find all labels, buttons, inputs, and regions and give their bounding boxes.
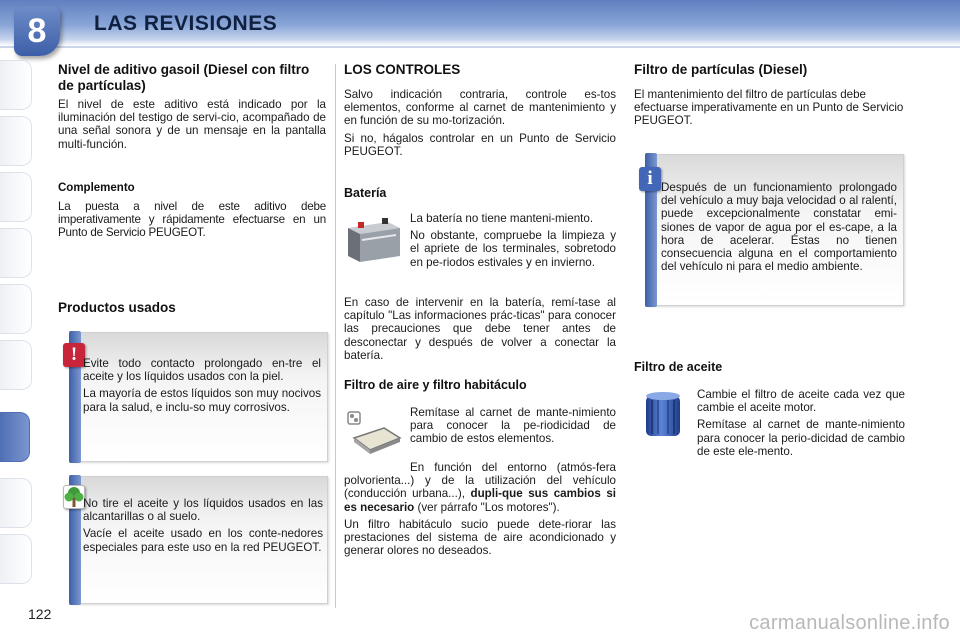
bateria-p3: En caso de intervenir en la batería, remí-tase al capítulo "Las informaciones prác-ticas" para conocer las precauciones que debe tener antes de desconectar y después de volver a conectar la batería. <box>344 296 616 362</box>
filtro-aire-body-short <box>410 406 616 450</box>
eco-box-text <box>83 497 323 558</box>
header-underline <box>0 46 960 48</box>
aceite-p1: Cambie el filtro de aceite cada vez que cambie el aceite motor. <box>697 388 905 415</box>
watermark: carmanualsonline.info <box>749 612 950 634</box>
bateria-p1: La batería no tiene manteni-miento. <box>410 212 594 225</box>
bateria-p2: No obstante, compruebe la limpieza y el apriete de los terminales, sobretodo en pe-riodos estivales y en invierno. <box>410 229 616 269</box>
side-tab-6[interactable] <box>0 340 32 390</box>
bateria-body-short <box>410 212 616 273</box>
bateria-title: Batería <box>344 186 387 200</box>
controles-p1: Salvo indicación contraria, controle es-tos elementos, conforme al carnet de mantenimiento y en función de su mo-torización. <box>344 88 616 128</box>
info-box-text <box>661 181 897 277</box>
side-tab-2[interactable] <box>0 116 32 166</box>
air-filter-illustration <box>344 408 404 458</box>
filtro-aire-p2b: dupli-que sus cambios si es necesario <box>344 487 616 514</box>
productos-title: Productos usados <box>58 300 176 315</box>
particulas-title: Filtro de partículas (Diesel) <box>634 62 808 77</box>
side-tab-4[interactable] <box>0 228 32 278</box>
controles-p2: Si no, hágalos controlar en un Punto de Servicio PEUGEOT. <box>344 131 616 158</box>
aceite-p2: Remítase al carnet de mante-nimiento para conocer la perio-dicidad de cambio de este ele-mento. <box>697 418 905 458</box>
filtro-aire-p1: Remítase al carnet de mante-nimiento para conocer la pe-riodicidad de cambio de estos elementos. <box>410 406 616 446</box>
aditivo-text: El nivel de este aditivo está indicado por la iluminación del testigo de servi-cio, acompañado de una señal sonora y de un mensaje en la pantalla multi-función. <box>58 98 326 151</box>
side-tab-8-active[interactable] <box>0 412 30 462</box>
tree-icon <box>63 485 85 509</box>
warning-box <box>72 332 328 462</box>
aceite-title: Filtro de aceite <box>634 360 723 374</box>
filtro-aire-body-long <box>344 461 616 561</box>
side-tab-5[interactable] <box>0 284 32 334</box>
complemento-body <box>58 200 326 244</box>
side-tab-10[interactable] <box>0 534 32 584</box>
complemento-title: Complemento <box>58 182 135 194</box>
warning-box-text <box>83 357 321 418</box>
aceite-body <box>697 388 905 462</box>
controles-title: LOS CONTROLES <box>344 62 461 77</box>
filtro-aire-p2a: En función del entorno (atmós-fera polvorienta...) y de la utilización del vehículo (conducción urbana...), <box>344 461 616 501</box>
filtro-aire-p2c: (ver párrafo "Los motores"). <box>414 500 560 514</box>
battery-illustration <box>344 214 402 268</box>
bateria-body-long <box>344 296 616 366</box>
filtro-aire-p2 <box>344 461 616 514</box>
side-tab-1[interactable] <box>0 60 32 110</box>
info-text: Después de un funcionamiento prolongado del vehículo a muy baja velocidad o al ralentí, puede excepcionalmente constatar emi-siones de vapor de agua por el es-cape, a la hora de acelerar. Éstas no tienen consecuencia alguna en el comportamiento del vehículo ni para el medio ambiente. <box>661 181 897 274</box>
oil-filter-illustration <box>640 390 686 442</box>
filtro-aire-title: Filtro de aire y filtro habitáculo <box>344 378 527 392</box>
side-tab-3[interactable] <box>0 172 32 222</box>
side-tab-9[interactable] <box>0 478 32 528</box>
warning-p2: La mayoría de estos líquidos son muy nocivos para la salud, e inclu-so muy corrosivos. <box>83 387 321 414</box>
eco-p1: No tire el aceite y los líquidos usados en las alcantarillas o al suelo. <box>83 497 323 524</box>
eco-p2: Vacíe el aceite usado en los conte-nedores especiales para este uso en la red PEUGEOT. <box>83 527 323 554</box>
column-divider <box>335 64 336 608</box>
chapter-number-badge: 8 <box>14 6 60 56</box>
chapter-title: LAS REVISIONES <box>94 12 278 35</box>
info-box <box>648 154 904 306</box>
eco-box <box>72 476 328 604</box>
complemento-text: La puesta a nivel de este aditivo debe imperativamente y rápidamente efectuarse en un Punto de Servicio PEUGEOT. <box>58 200 326 240</box>
controles-body <box>344 88 616 162</box>
aditivo-body <box>58 98 326 155</box>
chapter-side-tabs <box>0 60 34 580</box>
info-icon: i <box>639 167 661 191</box>
particulas-body <box>634 88 906 132</box>
filtro-aire-p3: Un filtro habitáculo sucio puede dete-riorar las prestaciones del sistema de aire acondicionado y generar olores no deseados. <box>344 517 616 558</box>
aditivo-title: Nivel de aditivo gasoil (Diesel con filtro de partículas) <box>58 62 310 93</box>
page-number: 122 <box>28 606 52 622</box>
warning-icon: ! <box>63 343 85 367</box>
particulas-text: El mantenimiento del filtro de partículas debe efectuarse imperativamente en un Punto de Servicio PEUGEOT. <box>634 88 904 128</box>
warning-p1: Evite todo contacto prolongado en-tre el aceite y los líquidos usados con la piel. <box>83 357 321 384</box>
